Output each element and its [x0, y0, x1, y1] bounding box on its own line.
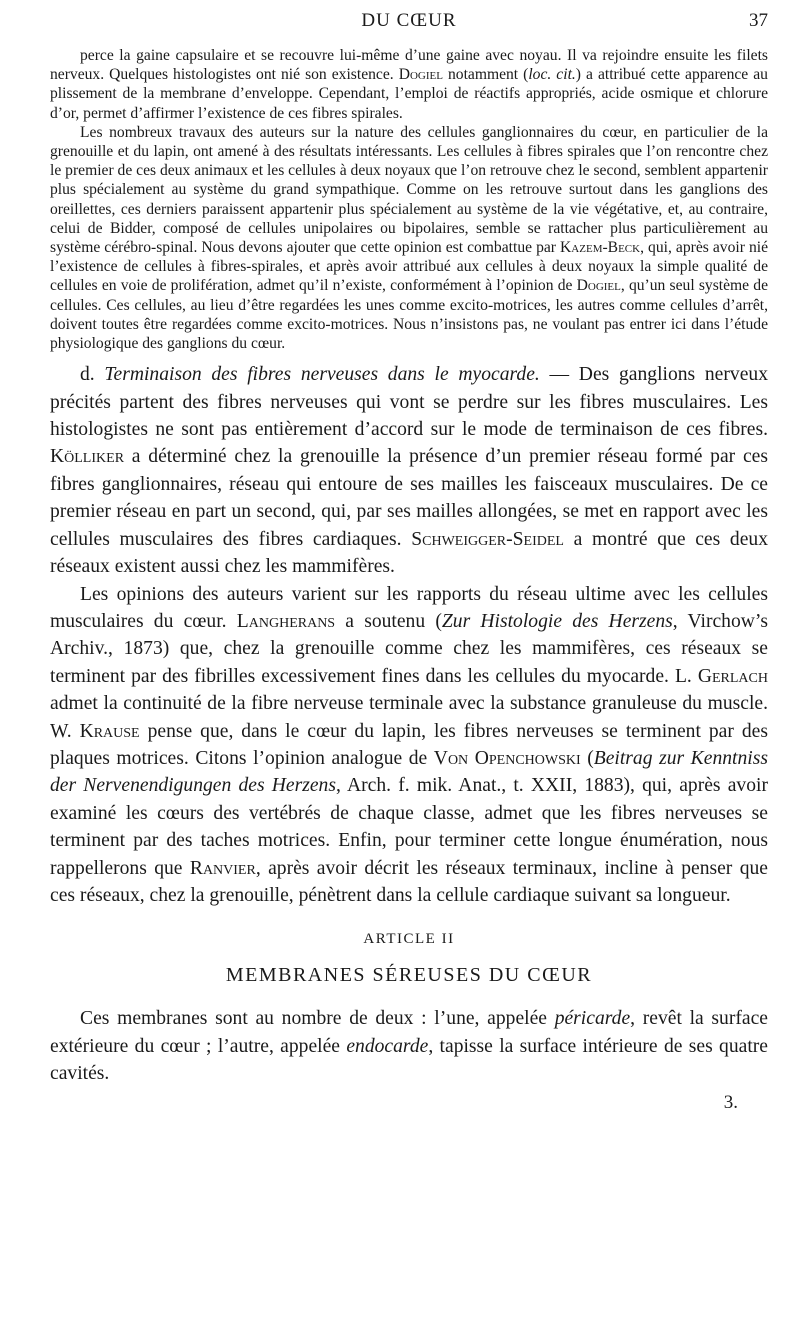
- citation: Zur Histologie des Herzens: [441, 610, 673, 632]
- book-page: [50, 0, 768, 1331]
- signature-mark: 3.: [723, 1091, 738, 1113]
- author-name: Kölliker: [50, 446, 125, 468]
- author-name: Schweigger-Seidel: [411, 528, 564, 550]
- paragraph-serous-membranes: Ces membranes sont au nombre de deux : l’une, appelée péricarde, revêt la surface extérieure du cœur ; l’autre, appelée endocarde, tapisse la surface intérieure de ses quatre cavités.: [50, 1008, 769, 1085]
- page-number: 37: [749, 10, 768, 31]
- running-header: [50, 10, 768, 38]
- term: endocarde: [346, 1035, 429, 1057]
- section-title: MEMBRANES SÉREUSES DU CŒUR: [225, 964, 593, 987]
- body-text: [50, 46, 768, 1114]
- author-name: Krause: [79, 720, 140, 742]
- paragraph-nerve-termination: d. Terminaison des fibres nerveuses dans le myocarde. — Des ganglions nerveux précités partent des fibres nerveuses qui vont se perdre sur les fibres musculaires. Les histologistes ne sont pas entièrement d’accord sur le mode de terminaison de ces fibres. Kölliker a déterminé chez la grenouille la présence d’un premier réseau formé par ces fibres ganglionnaires, réseau qui entoure de ses mailles les faisceaux musculaires. De ce premier réseau en part un second, qui, par ses mailles allongées, se met en rapport avec les cellules musculaires des fibres cardiaques. Schweigger-Seidel a montré que ces deux réseaux existent aussi chez les mammifères.: [50, 364, 768, 578]
- author-name: Kazem-Beck: [560, 239, 641, 257]
- author-name: Gerlach: [697, 665, 768, 687]
- author-name: Von Openchowski: [433, 747, 581, 769]
- term: péricarde: [554, 1008, 631, 1030]
- paragraph-spiral-fibers: perce la gaine capsulaire et se recouvre lui-même d’une gaine avec noyau. Il va rejoindre ensuite les filets nerveux. Quelques histologistes ont nié son existence. Dogiel notamment (loc. cit.) a attribué cette apparence au plissement de la membrane d’enveloppe. Cependant, l’emploi de réactifs appropriés, acide osmique et chlorure d’or, permet d’affirmer l’existence de ces fibres spirales.: [50, 47, 768, 122]
- author-name: Ranvier: [189, 857, 256, 879]
- article-label: ARTICLE II: [363, 931, 455, 948]
- running-title: DU CŒUR: [361, 10, 457, 31]
- citation: Beitrag zur Kenntniss der Nervenendigungen des Herzens: [50, 747, 768, 797]
- paragraph-author-opinions: Les opinions des auteurs varient sur les rapports du réseau ultime avec les cellules musculaires du cœur. Langherans a soutenu (Zur Histologie des Herzens, Virchow’s Archiv., 1873) que, chez la grenouille comme chez les mammifères, ces réseaux se terminent par des fibrilles excessivement fines dans les cellules du myocarde. L. Gerlach admet la continuité de la fibre nerveuse terminale avec la substance granuleuse du muscle. W. Krause pense que, dans le cœur du lapin, les fibres nerveuses se terminent par des plaques motrices. Citons l’opinion analogue de Von Openchowski (Beitrag zur Kenntniss der Nervenendigungen des Herzens, Arch. f. mik. Anat., t. XXII, 1883), qui, après avoir examiné les cœurs des vertébrés de chaque classe, admet que les fibres nerveuses se terminent par des taches motrices. Enfin, pour terminer cette longue énumération, nous rappellerons que Ranvier, après avoir décrit les réseaux terminaux, incline à penser que ces réseaux, chez la grenouille, pénètrent dans la cellule cardiaque suivant sa longueur.: [50, 583, 768, 906]
- section-heading: Terminaison des fibres nerveuses dans le myocarde.: [104, 364, 540, 386]
- paragraph-ganglion-cells: Les nombreux travaux des auteurs sur la nature des cellules ganglionnaires du cœur, en particulier de la grenouille et du lapin, ont amené à des résultats intéressants. Les cellules à fibres spirales que l’on rencontre chez le premier de ces deux animaux et les cellules à deux noyaux que l’on retrouve chez le second, semblent appartenir plus spécialement au système du grand sympathique. Comme on les retrouve surtout dans les ganglions des oreillettes, ces derniers paraissent appartenir plus spécialement au système de la vie végétative, et, au contraire, celui de Bidder, composé de cellules unipolaires ou bipolaires, semble se rattacher plus particulièrement au système cérébro-spinal. Nous devons ajouter que cette opinion est combattue par Kazem-Beck, qui, après avoir nié l’existence de cellules à fibres-spirales, et après avoir attribué aux cellules à deux noyaux la simple qualité de cellules en voie de prolifération, admet qu’il n’existe, conformément à l’opinion de Dogiel, qu’un seul système de cellules. Ces cellules, au lieu d’être regardées les unes comme excito-motrices, les autres comme cellules d’arrêt, doivent toutes être regardées comme excito-motrices. Nous n’insistons pas, ne voulant pas entrer ici dans l’étude physiologique des ganglions du cœur.: [50, 123, 768, 353]
- author-name: Dogiel: [398, 66, 443, 84]
- author-name: Langherans: [236, 610, 336, 632]
- author-name: Dogiel: [576, 277, 621, 295]
- citation: loc. cit.: [528, 66, 576, 84]
